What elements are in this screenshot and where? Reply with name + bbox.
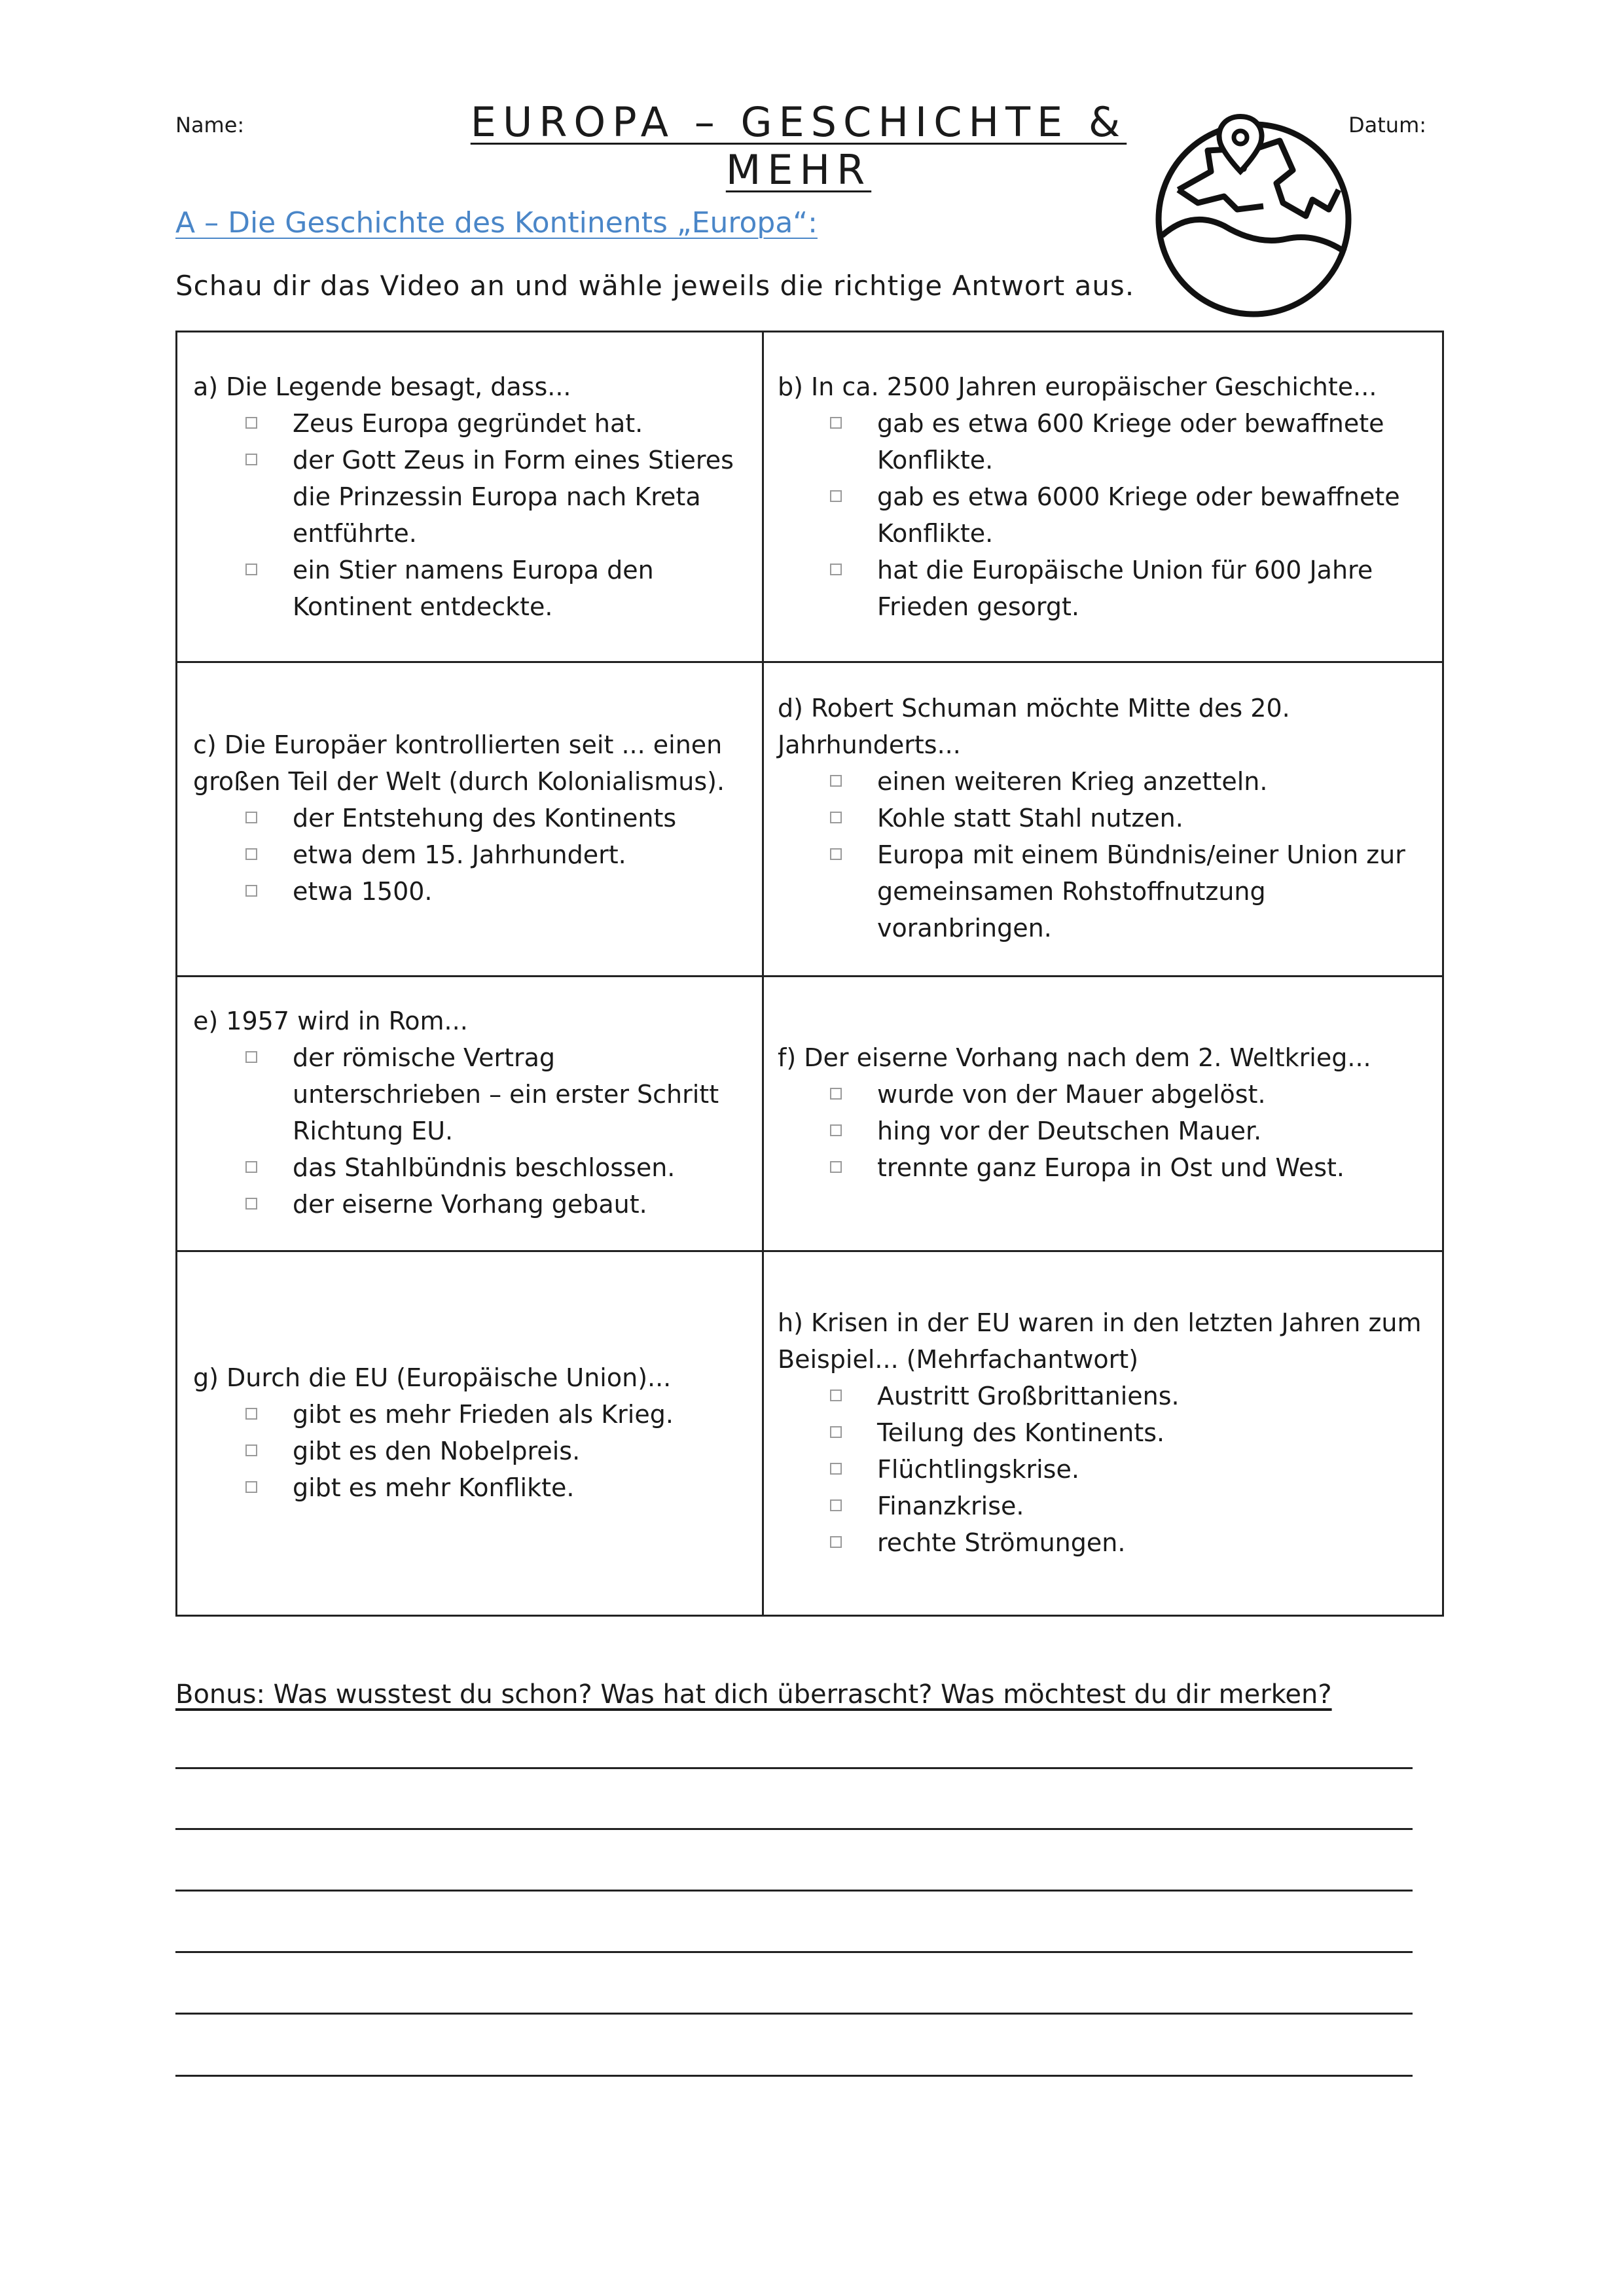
answer-option[interactable]: das Stahlbündnis beschlossen. — [193, 1149, 749, 1186]
question-text: f) Der eiserne Vorhang nach dem 2. Weltkrieg... — [778, 1043, 1371, 1072]
worksheet-title: EUROPA – GESCHICHTE & MEHR — [470, 98, 1127, 194]
globe-europe-icon — [1152, 111, 1355, 321]
checkbox-icon[interactable] — [830, 490, 842, 502]
question-cell-e — [177, 975, 762, 1250]
writing-line[interactable] — [175, 1951, 1413, 1953]
answer-option[interactable]: wurde von der Mauer abgelöst. — [778, 1076, 1429, 1113]
checkbox-icon[interactable] — [245, 812, 257, 823]
writing-line[interactable] — [175, 1828, 1413, 1830]
checkbox-icon[interactable] — [245, 885, 257, 897]
answer-option[interactable]: Zeus Europa gegründet hat. — [193, 405, 749, 442]
answer-option[interactable]: gab es etwa 600 Kriege oder bewaffnete Konflikte. — [778, 405, 1429, 478]
writing-line[interactable] — [175, 1767, 1413, 1769]
answer-option[interactable]: Finanzkrise. — [778, 1488, 1429, 1524]
checkbox-icon[interactable] — [245, 1444, 257, 1456]
checkbox-icon[interactable] — [830, 1124, 842, 1136]
answer-option[interactable]: Flüchtlingskrise. — [778, 1451, 1429, 1488]
checkbox-icon[interactable] — [830, 1161, 842, 1173]
checkbox-icon[interactable] — [245, 1198, 257, 1210]
checkbox-icon[interactable] — [245, 564, 257, 575]
answer-option[interactable]: Austritt Großbrittaniens. — [778, 1378, 1429, 1414]
bonus-prompt: Bonus: Was wusstest du schon? Was hat dich überrascht? Was möchtest du dir merken? — [175, 1679, 1332, 1710]
answer-option[interactable]: der eiserne Vorhang gebaut. — [193, 1186, 749, 1223]
answer-option[interactable]: hat die Europäische Union für 600 Jahre Frieden gesorgt. — [778, 552, 1429, 625]
question-cell-g — [177, 1250, 762, 1615]
checkbox-icon[interactable] — [245, 417, 257, 429]
answer-option[interactable]: etwa 1500. — [193, 873, 749, 910]
checkbox-icon[interactable] — [830, 1463, 842, 1475]
question-text: c) Die Europäer kontrollierten seit ... einen großen Teil der Welt (durch Kolonialismus). — [193, 730, 725, 796]
checkbox-icon[interactable] — [830, 848, 842, 860]
date-label: Datum: — [1348, 113, 1427, 137]
checkbox-icon[interactable] — [245, 1051, 257, 1063]
question-text: d) Robert Schuman möchte Mitte des 20. Jahrhunderts... — [778, 694, 1290, 759]
answer-option[interactable]: gibt es mehr Frieden als Krieg. — [193, 1396, 749, 1433]
answer-option[interactable]: einen weiteren Krieg anzetteln. — [778, 763, 1429, 800]
writing-line[interactable] — [175, 2013, 1413, 2015]
answer-option[interactable]: rechte Strömungen. — [778, 1524, 1429, 1561]
checkbox-icon[interactable] — [830, 775, 842, 787]
question-cell-a — [177, 332, 762, 661]
checkbox-icon[interactable] — [830, 1536, 842, 1548]
answer-option[interactable]: hing vor der Deutschen Mauer. — [778, 1113, 1429, 1149]
checkbox-icon[interactable] — [245, 1161, 257, 1173]
checkbox-icon[interactable] — [830, 1426, 842, 1438]
name-label: Name: — [175, 113, 245, 137]
answer-option[interactable]: gab es etwa 6000 Kriege oder bewaffnete Konflikte. — [778, 478, 1429, 552]
quiz-table — [175, 331, 1444, 1617]
answer-option[interactable]: etwa dem 15. Jahrhundert. — [193, 836, 749, 873]
checkbox-icon[interactable] — [830, 1499, 842, 1511]
checkbox-icon[interactable] — [830, 1390, 842, 1401]
writing-line[interactable] — [175, 2075, 1413, 2077]
question-text: h) Krisen in der EU waren in den letzten Jahren zum Beispiel... (Mehrfachantwort) — [778, 1308, 1422, 1374]
answer-option[interactable]: der römische Vertrag unterschrieben – ein erster Schritt Richtung EU. — [193, 1039, 749, 1149]
question-text: b) In ca. 2500 Jahren europäischer Geschichte... — [778, 372, 1377, 401]
instruction-text: Schau dir das Video an und wähle jeweils die richtige Antwort aus. — [175, 270, 1135, 302]
question-text: g) Durch die EU (Europäische Union)... — [193, 1363, 672, 1392]
question-cell-f — [762, 975, 1442, 1250]
question-cell-h — [762, 1250, 1442, 1615]
checkbox-icon[interactable] — [830, 417, 842, 429]
checkbox-icon[interactable] — [245, 1481, 257, 1493]
checkbox-icon[interactable] — [830, 564, 842, 575]
checkbox-icon[interactable] — [830, 1088, 842, 1100]
question-cell-c — [177, 661, 762, 975]
answer-option[interactable]: Europa mit einem Bündnis/einer Union zur gemeinsamen Rohstoffnutzung voranbringen. — [778, 836, 1429, 946]
writing-line[interactable] — [175, 1890, 1413, 1892]
question-cell-b — [762, 332, 1442, 661]
answer-option[interactable]: gibt es den Nobelpreis. — [193, 1433, 749, 1469]
question-text: e) 1957 wird in Rom... — [193, 1007, 468, 1035]
section-a-heading: A – Die Geschichte des Kontinents „Europa“: — [175, 206, 818, 240]
answer-option[interactable]: der Gott Zeus in Form eines Stieres die Prinzessin Europa nach Kreta entführte. — [193, 442, 749, 552]
checkbox-icon[interactable] — [245, 848, 257, 860]
checkbox-icon[interactable] — [830, 812, 842, 823]
answer-option[interactable]: Kohle statt Stahl nutzen. — [778, 800, 1429, 836]
checkbox-icon[interactable] — [245, 454, 257, 465]
checkbox-icon[interactable] — [245, 1408, 257, 1420]
answer-option[interactable]: der Entstehung des Kontinents — [193, 800, 749, 836]
answer-option[interactable]: trennte ganz Europa in Ost und West. — [778, 1149, 1429, 1186]
answer-option[interactable]: gibt es mehr Konflikte. — [193, 1469, 749, 1506]
answer-option[interactable]: ein Stier namens Europa den Kontinent entdeckte. — [193, 552, 749, 625]
answer-option[interactable]: Teilung des Kontinents. — [778, 1414, 1429, 1451]
question-cell-d — [762, 661, 1442, 975]
question-text: a) Die Legende besagt, dass... — [193, 372, 571, 401]
